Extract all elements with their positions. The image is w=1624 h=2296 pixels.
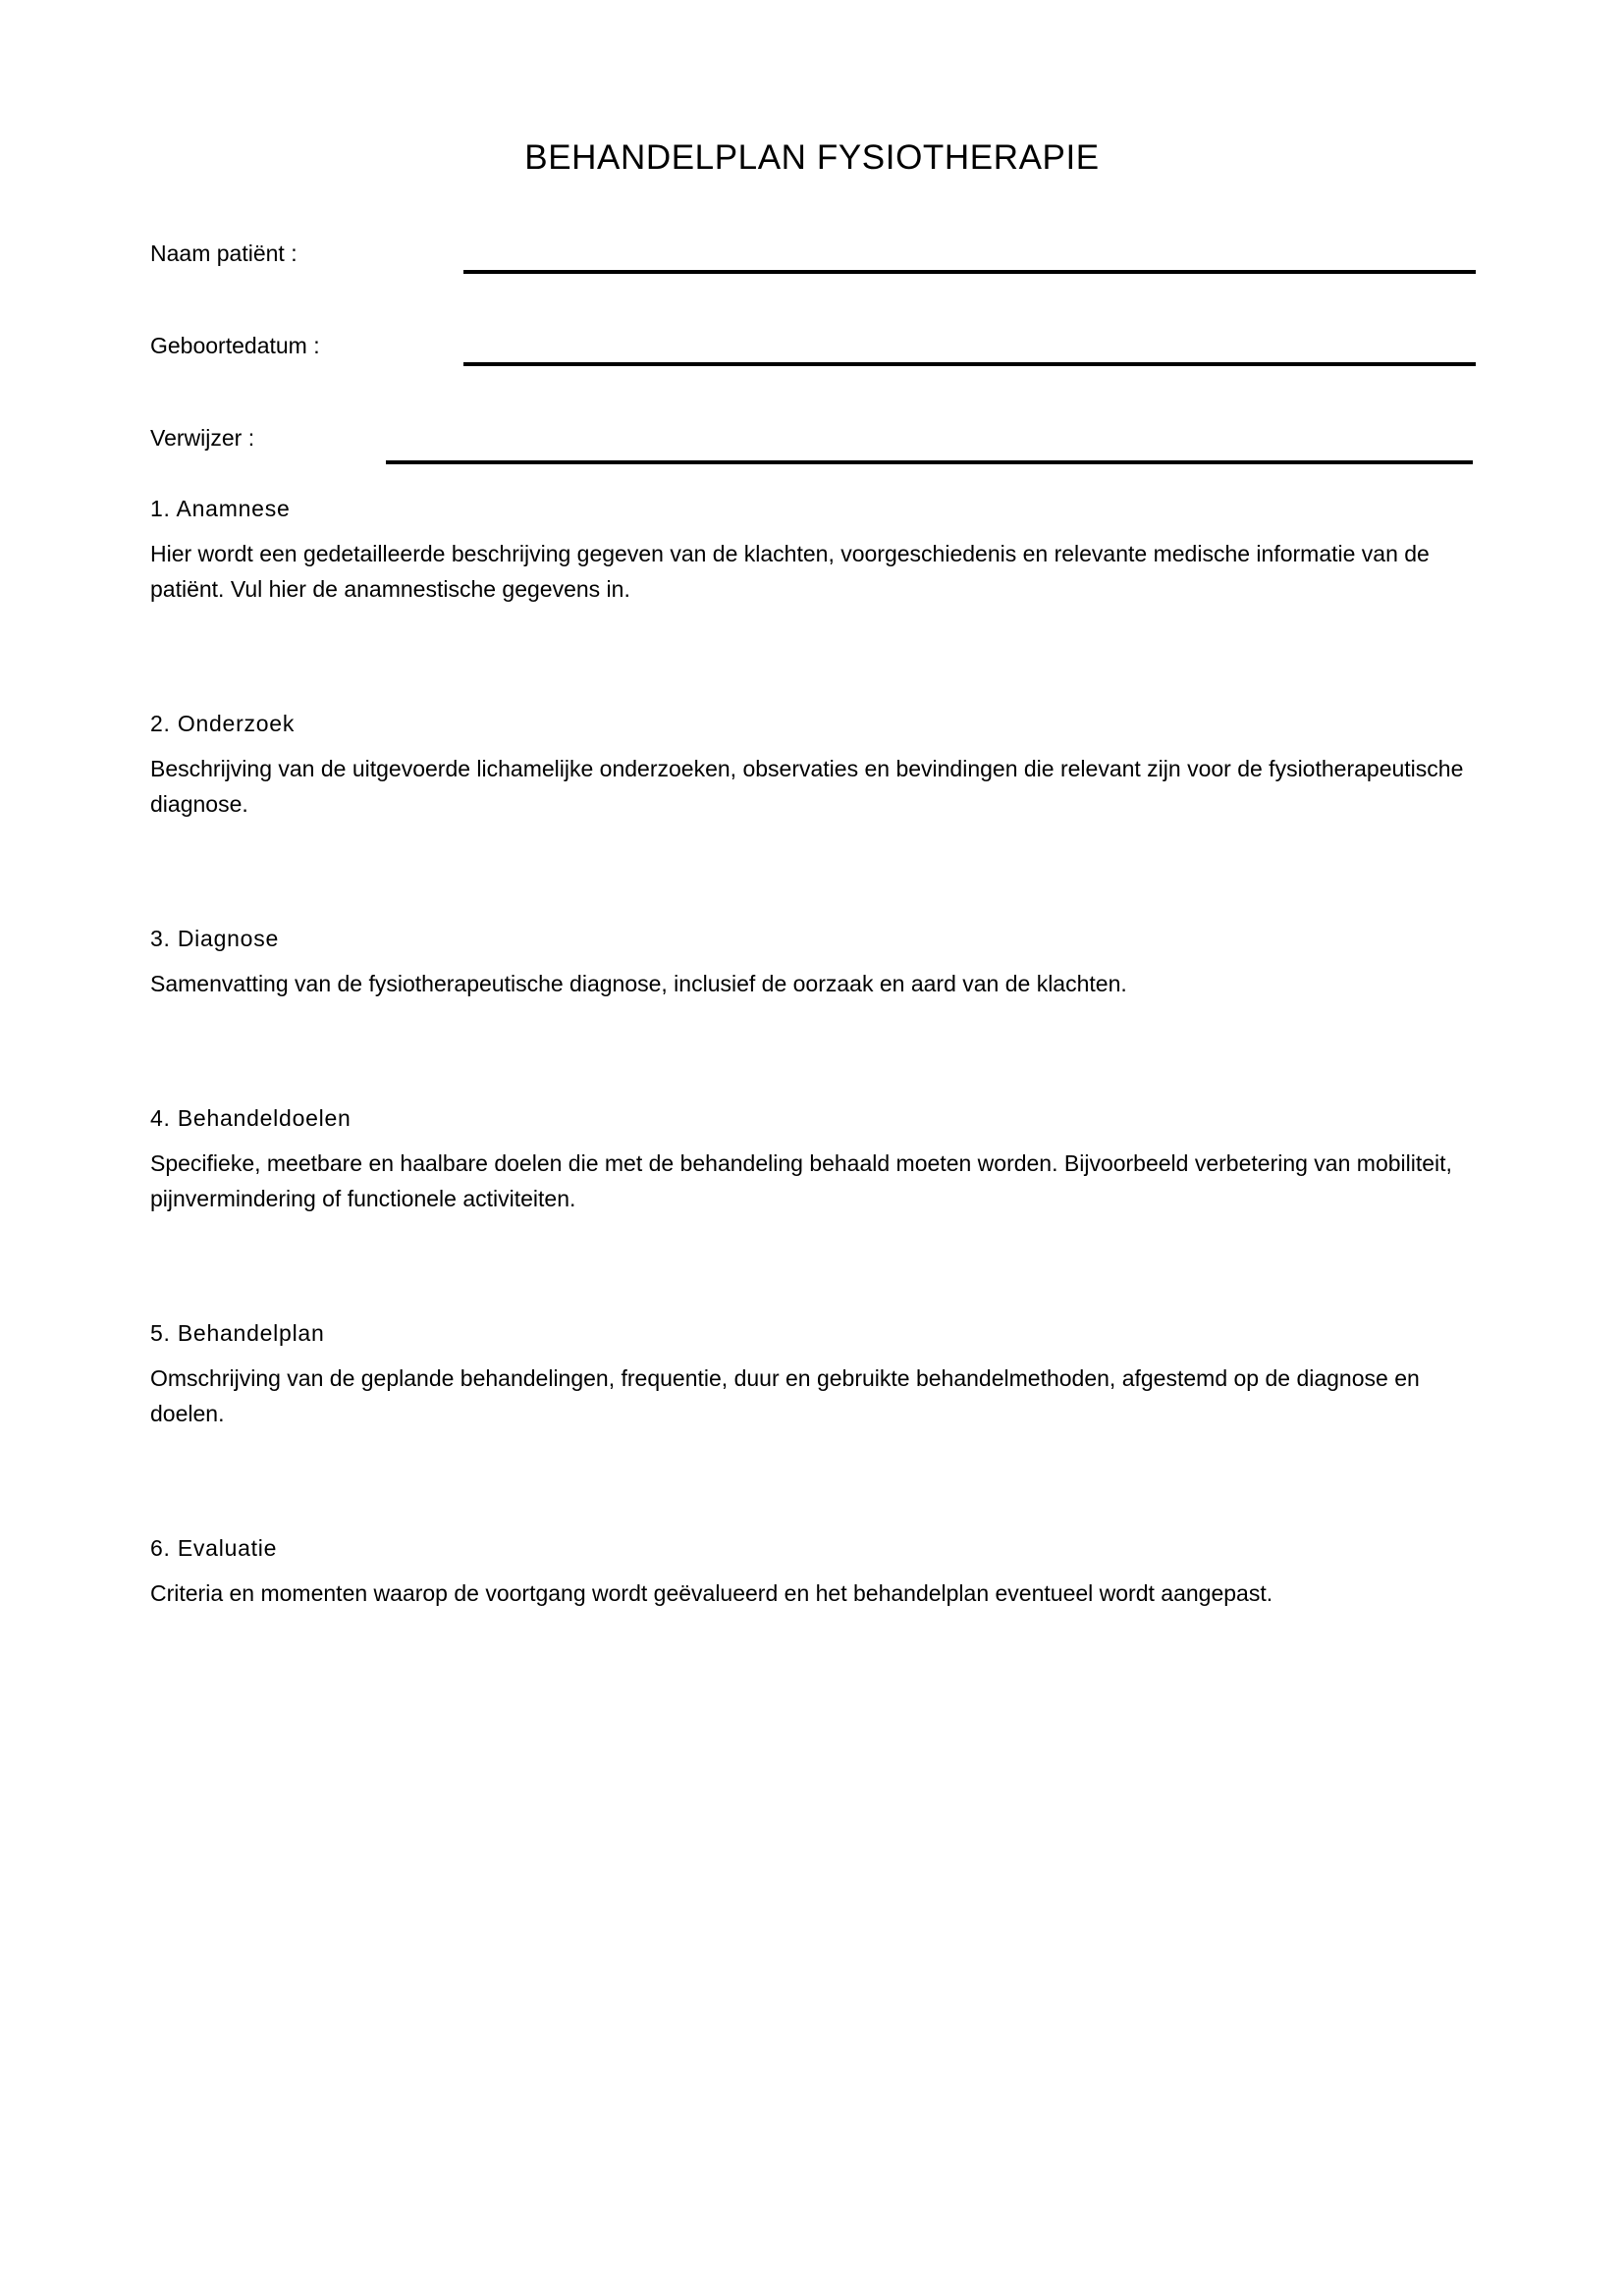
section-heading-anamnese: 1. Anamnese <box>150 496 291 521</box>
section-body-diagnose: Samenvatting van de fysiotherapeutische diagnose, inclusief de oorzaak en aard van de klachten. <box>150 971 1127 996</box>
section-evaluatie <box>150 1533 1472 1611</box>
section-heading-behandelplan: 5. Behandelplan <box>150 1320 325 1346</box>
form-row-naam-patient <box>150 239 1476 331</box>
section-body-anamnese: Hier wordt een gedetailleerde beschrijving gegeven van de klachten, voorgeschiedenis en relevante medische informatie van de patiënt. Vul hier de anamnestische gegevens in. <box>150 541 1430 602</box>
section-body-onderzoek: Beschrijving van de uitgevoerde lichamelijke onderzoeken, observaties en bevindingen die relevant zijn voor de fysiotherapeutische diagnose. <box>150 756 1464 817</box>
label-verwijzer: Verwijzer : <box>150 425 255 451</box>
naam-patient-input-line[interactable] <box>463 270 1476 274</box>
form-row-geboortedatum <box>150 331 1476 423</box>
section-behandelplan <box>150 1318 1472 1431</box>
section-anamnese <box>150 494 1472 607</box>
section-body-behandelplan: Omschrijving van de geplande behandelingen, frequentie, duur en gebruikte behandelmethoden, afgestemd op de diagnose en doelen. <box>150 1365 1420 1426</box>
section-body-evaluatie: Criteria en momenten waarop de voortgang wordt geëvalueerd en het behandelplan eventueel wordt aangepast. <box>150 1580 1273 1606</box>
geboortedatum-input-line[interactable] <box>463 362 1476 366</box>
section-diagnose <box>150 924 1472 1001</box>
section-behandeldoelen <box>150 1103 1472 1216</box>
page-title: BEHANDELPLAN FYSIOTHERAPIE <box>524 138 1100 178</box>
section-list <box>150 494 1472 1611</box>
label-geboortedatum: Geboortedatum : <box>150 333 320 358</box>
section-body-behandeldoelen: Specifieke, meetbare en haalbare doelen die met de behandeling behaald moeten worden. Bijvoorbeeld verbetering van mobiliteit, pijnvermindering of functionele activiteiten. <box>150 1150 1452 1211</box>
patient-form <box>150 239 1476 515</box>
section-heading-behandeldoelen: 4. Behandeldoelen <box>150 1105 352 1131</box>
section-heading-onderzoek: 2. Onderzoek <box>150 711 296 736</box>
label-naam-patient: Naam patiënt : <box>150 240 298 266</box>
verwijzer-input-line[interactable] <box>386 460 1473 464</box>
section-heading-diagnose: 3. Diagnose <box>150 926 279 951</box>
section-onderzoek <box>150 709 1472 822</box>
section-heading-evaluatie: 6. Evaluatie <box>150 1535 278 1561</box>
